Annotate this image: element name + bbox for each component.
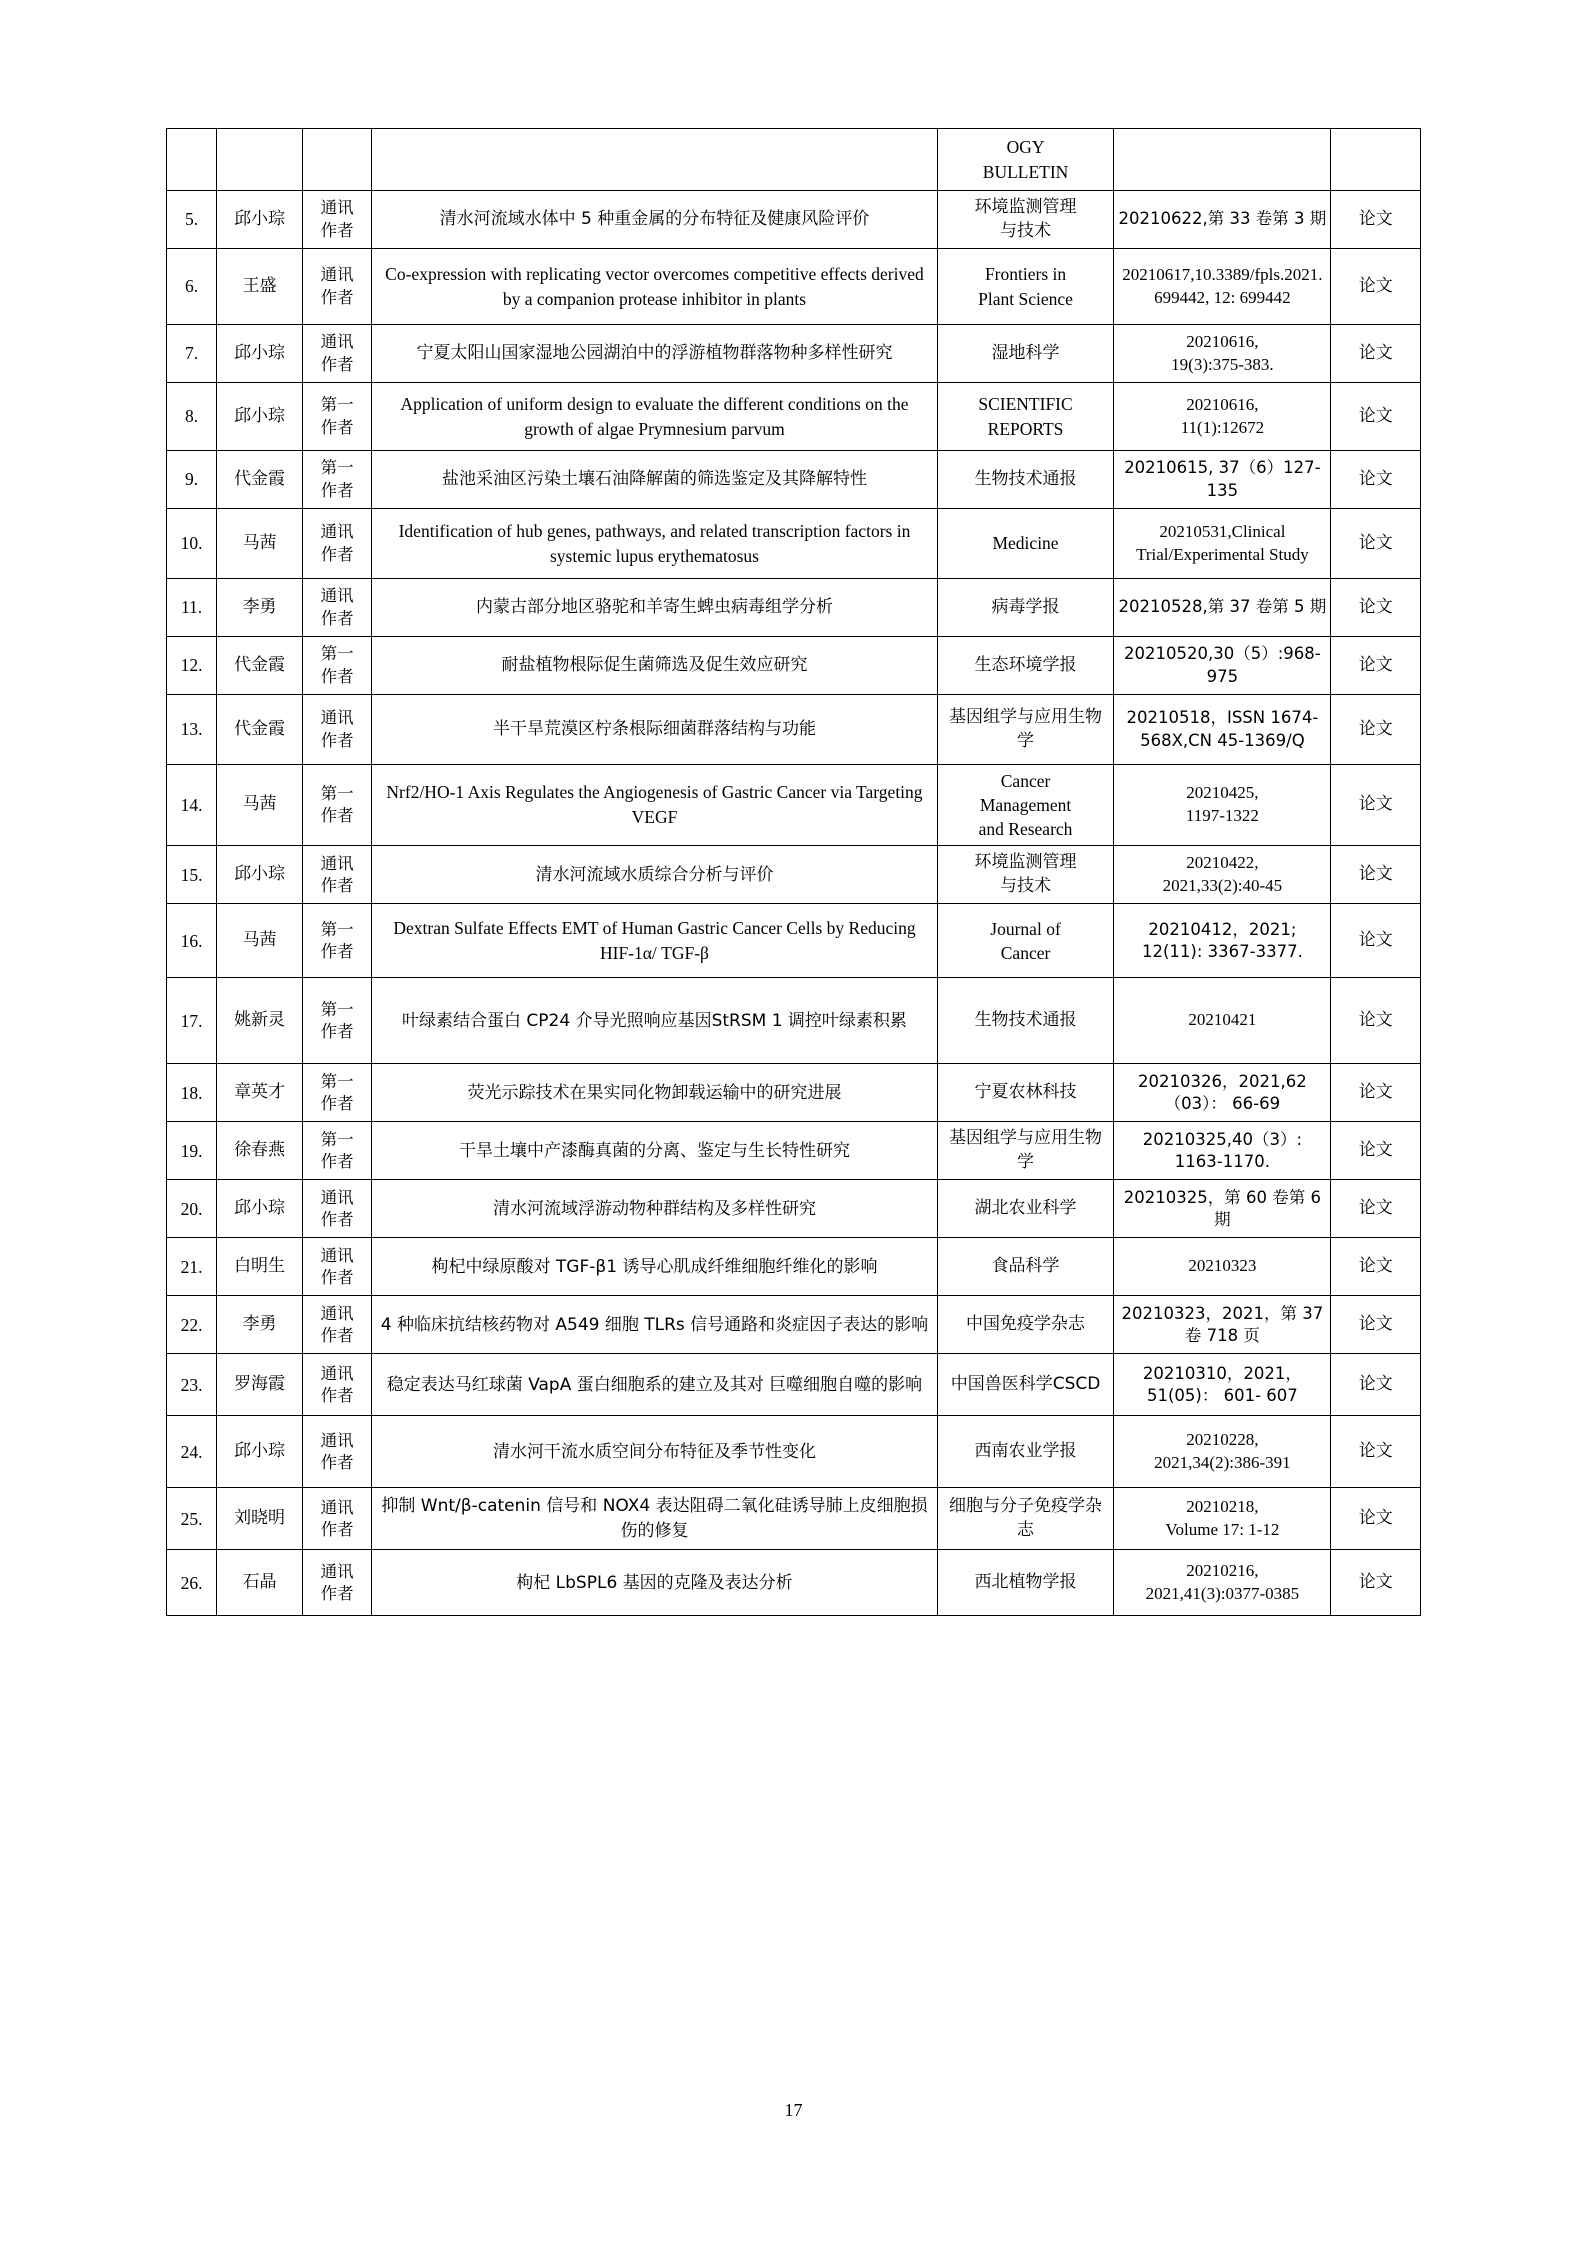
table-row xyxy=(167,579,1421,637)
page-number: 17 xyxy=(784,2100,803,2120)
journal-name: 病毒学报 xyxy=(937,579,1114,637)
table-row xyxy=(167,1416,1421,1488)
output-type: 论文 xyxy=(1331,1416,1421,1488)
row-index: 21. xyxy=(167,1238,217,1296)
paper-title: 枸杞 LbSPL6 基因的克隆及表达分析 xyxy=(372,1550,938,1616)
author-name xyxy=(217,129,303,191)
author-name: 石晶 xyxy=(217,1550,303,1616)
journal-name: 基因组学与应用生物学 xyxy=(937,695,1114,765)
author-role: 通讯 作者 xyxy=(303,1354,372,1416)
author-role: 第一 作者 xyxy=(303,383,372,451)
publication-info: 20210622,第 33 卷第 3 期 xyxy=(1114,191,1331,249)
output-type: 论文 xyxy=(1331,637,1421,695)
row-index: 25. xyxy=(167,1488,217,1550)
author-role: 通讯 作者 xyxy=(303,1238,372,1296)
output-type: 论文 xyxy=(1331,904,1421,978)
output-type xyxy=(1331,129,1421,191)
table-row xyxy=(167,1354,1421,1416)
row-index: 14. xyxy=(167,765,217,846)
publication-info: 20210616, 11(1):12672 xyxy=(1114,383,1331,451)
paper-title: 清水河流域水体中 5 种重金属的分布特征及健康风险评价 xyxy=(372,191,938,249)
publication-info: 20210412，2021; 12(11): 3367-3377. xyxy=(1114,904,1331,978)
paper-title: Identification of hub genes, pathways, and related transcription factors in systemic lupus erythematosus xyxy=(372,509,938,579)
journal-name: 西南农业学报 xyxy=(937,1416,1114,1488)
publication-table-wrapper xyxy=(166,128,1421,1616)
table-row xyxy=(167,1550,1421,1616)
table-row xyxy=(167,846,1421,904)
paper-title: 4 种临床抗结核药物对 A549 细胞 TLRs 信号通路和炎症因子表达的影响 xyxy=(372,1296,938,1354)
journal-name: 生物技术通报 xyxy=(937,978,1114,1064)
output-type: 论文 xyxy=(1331,1550,1421,1616)
journal-name: Journal of Cancer xyxy=(937,904,1114,978)
author-role: 通讯 作者 xyxy=(303,1180,372,1238)
output-type: 论文 xyxy=(1331,1488,1421,1550)
publication-info: 20210520,30（5）:968-975 xyxy=(1114,637,1331,695)
author-role: 第一 作者 xyxy=(303,904,372,978)
paper-title: 稳定表达马红球菌 VapA 蛋白细胞系的建立及其对 巨噬细胞自噬的影响 xyxy=(372,1354,938,1416)
row-index: 17. xyxy=(167,978,217,1064)
table-row xyxy=(167,325,1421,383)
author-name: 邱小琮 xyxy=(217,325,303,383)
output-type: 论文 xyxy=(1331,695,1421,765)
publication-info: 20210518，ISSN 1674-568X,CN 45-1369/Q xyxy=(1114,695,1331,765)
paper-title: 干旱土壤中产漆酶真菌的分离、鉴定与生长特性研究 xyxy=(372,1122,938,1180)
publication-info: 20210323，2021，第 37 卷 718 页 xyxy=(1114,1296,1331,1354)
table-row xyxy=(167,451,1421,509)
output-type: 论文 xyxy=(1331,978,1421,1064)
journal-name: 湖北农业科学 xyxy=(937,1180,1114,1238)
author-name: 李勇 xyxy=(217,579,303,637)
author-name: 马茜 xyxy=(217,765,303,846)
table-row xyxy=(167,765,1421,846)
author-role xyxy=(303,129,372,191)
row-index: 7. xyxy=(167,325,217,383)
output-type: 论文 xyxy=(1331,1238,1421,1296)
table-row xyxy=(167,904,1421,978)
journal-name: 西北植物学报 xyxy=(937,1550,1114,1616)
row-index: 18. xyxy=(167,1064,217,1122)
output-type: 论文 xyxy=(1331,325,1421,383)
publication-table-body xyxy=(167,129,1421,1616)
author-role: 通讯 作者 xyxy=(303,325,372,383)
table-row xyxy=(167,978,1421,1064)
publication-info: 20210326，2021,62（03）： 66-69 xyxy=(1114,1064,1331,1122)
author-role: 通讯 作者 xyxy=(303,1488,372,1550)
author-name: 邱小琮 xyxy=(217,1416,303,1488)
row-index: 16. xyxy=(167,904,217,978)
table-row xyxy=(167,637,1421,695)
author-role: 第一 作者 xyxy=(303,978,372,1064)
author-role: 通讯 作者 xyxy=(303,191,372,249)
row-index: 13. xyxy=(167,695,217,765)
table-row xyxy=(167,1488,1421,1550)
paper-title: 半干旱荒漠区柠条根际细菌群落结构与功能 xyxy=(372,695,938,765)
row-index: 6. xyxy=(167,249,217,325)
table-row xyxy=(167,509,1421,579)
journal-name: 中国免疫学杂志 xyxy=(937,1296,1114,1354)
table-row xyxy=(167,1180,1421,1238)
author-name: 章英才 xyxy=(217,1064,303,1122)
row-index: 20. xyxy=(167,1180,217,1238)
author-role: 通讯 作者 xyxy=(303,1550,372,1616)
output-type: 论文 xyxy=(1331,1180,1421,1238)
journal-name: 环境监测管理 与技术 xyxy=(937,191,1114,249)
author-role: 第一 作者 xyxy=(303,1122,372,1180)
row-index: 22. xyxy=(167,1296,217,1354)
author-role: 通讯 作者 xyxy=(303,249,372,325)
output-type: 论文 xyxy=(1331,579,1421,637)
journal-name: 细胞与分子免疫学杂志 xyxy=(937,1488,1114,1550)
author-name: 代金霞 xyxy=(217,451,303,509)
author-name: 邱小琮 xyxy=(217,383,303,451)
output-type: 论文 xyxy=(1331,1296,1421,1354)
author-role: 第一 作者 xyxy=(303,765,372,846)
publication-info: 20210310，2021，51(05)： 601- 607 xyxy=(1114,1354,1331,1416)
output-type: 论文 xyxy=(1331,383,1421,451)
author-role: 第一 作者 xyxy=(303,1064,372,1122)
journal-name: Cancer Management and Research xyxy=(937,765,1114,846)
journal-name: OGY BULLETIN xyxy=(937,129,1114,191)
row-index: 9. xyxy=(167,451,217,509)
journal-name: SCIENTIFIC REPORTS xyxy=(937,383,1114,451)
journal-name: 中国兽医科学CSCD xyxy=(937,1354,1114,1416)
output-type: 论文 xyxy=(1331,1122,1421,1180)
output-type: 论文 xyxy=(1331,1064,1421,1122)
publication-info: 20210616, 19(3):375-383. xyxy=(1114,325,1331,383)
paper-title: Nrf2/HO-1 Axis Regulates the Angiogenesis of Gastric Cancer via Targeting VEGF xyxy=(372,765,938,846)
author-name: 罗海霞 xyxy=(217,1354,303,1416)
author-name: 马茜 xyxy=(217,904,303,978)
row-index: 19. xyxy=(167,1122,217,1180)
author-name: 姚新灵 xyxy=(217,978,303,1064)
paper-title: 耐盐植物根际促生菌筛选及促生效应研究 xyxy=(372,637,938,695)
output-type: 论文 xyxy=(1331,509,1421,579)
publication-info: 20210228, 2021,34(2):386-391 xyxy=(1114,1416,1331,1488)
author-name: 邱小琮 xyxy=(217,191,303,249)
author-name: 邱小琮 xyxy=(217,846,303,904)
journal-name: 环境监测管理 与技术 xyxy=(937,846,1114,904)
paper-title: 枸杞中绿原酸对 TGF-β1 诱导心肌成纤维细胞纤维化的影响 xyxy=(372,1238,938,1296)
paper-title: 盐池采油区污染土壤石油降解菌的筛选鉴定及其降解特性 xyxy=(372,451,938,509)
paper-title: 清水河流域水质综合分析与评价 xyxy=(372,846,938,904)
output-type: 论文 xyxy=(1331,249,1421,325)
row-index: 11. xyxy=(167,579,217,637)
paper-title: 内蒙古部分地区骆驼和羊寄生蜱虫病毒组学分析 xyxy=(372,579,938,637)
author-name: 邱小琮 xyxy=(217,1180,303,1238)
journal-name: 食品科学 xyxy=(937,1238,1114,1296)
output-type: 论文 xyxy=(1331,451,1421,509)
paper-title: 荧光示踪技术在果实同化物卸载运输中的研究进展 xyxy=(372,1064,938,1122)
paper-title: Co-expression with replicating vector overcomes competitive effects derived by a companion protease inhibitor in plants xyxy=(372,249,938,325)
author-role: 通讯 作者 xyxy=(303,1416,372,1488)
paper-title: 抑制 Wnt/β-catenin 信号和 NOX4 表达阻碍二氧化硅诱导肺上皮细胞损伤的修复 xyxy=(372,1488,938,1550)
table-row xyxy=(167,129,1421,191)
table-row xyxy=(167,191,1421,249)
journal-name: Frontiers in Plant Science xyxy=(937,249,1114,325)
publication-info: 20210218, Volume 17: 1-12 xyxy=(1114,1488,1331,1550)
paper-title: 清水河流域浮游动物种群结构及多样性研究 xyxy=(372,1180,938,1238)
table-row xyxy=(167,1122,1421,1180)
row-index: 12. xyxy=(167,637,217,695)
journal-name: 宁夏农林科技 xyxy=(937,1064,1114,1122)
author-role: 通讯 作者 xyxy=(303,509,372,579)
paper-title: 叶绿素结合蛋白 CP24 介导光照响应基因StRSM 1 调控叶绿素积累 xyxy=(372,978,938,1064)
publication-info: 20210325,40（3）: 1163-1170. xyxy=(1114,1122,1331,1180)
publication-info: 20210325，第 60 卷第 6 期 xyxy=(1114,1180,1331,1238)
author-name: 徐春燕 xyxy=(217,1122,303,1180)
row-index xyxy=(167,129,217,191)
row-index: 24. xyxy=(167,1416,217,1488)
table-row xyxy=(167,695,1421,765)
publication-info: 20210422, 2021,33(2):40-45 xyxy=(1114,846,1331,904)
table-row xyxy=(167,249,1421,325)
journal-name: 基因组学与应用生物学 xyxy=(937,1122,1114,1180)
author-role: 通讯 作者 xyxy=(303,846,372,904)
author-name: 白明生 xyxy=(217,1238,303,1296)
publication-info xyxy=(1114,129,1331,191)
paper-title: Dextran Sulfate Effects EMT of Human Gastric Cancer Cells by Reducing HIF-1α/ TGF-β xyxy=(372,904,938,978)
row-index: 10. xyxy=(167,509,217,579)
publication-info: 20210615, 37（6）127-135 xyxy=(1114,451,1331,509)
table-row xyxy=(167,383,1421,451)
table-row xyxy=(167,1296,1421,1354)
output-type: 论文 xyxy=(1331,191,1421,249)
author-role: 通讯 作者 xyxy=(303,695,372,765)
author-role: 通讯 作者 xyxy=(303,1296,372,1354)
row-index: 26. xyxy=(167,1550,217,1616)
row-index: 8. xyxy=(167,383,217,451)
row-index: 15. xyxy=(167,846,217,904)
row-index: 23. xyxy=(167,1354,217,1416)
journal-name: 生态环境学报 xyxy=(937,637,1114,695)
journal-name: 生物技术通报 xyxy=(937,451,1114,509)
publication-info: 20210531,Clinical Trial/Experimental Study xyxy=(1114,509,1331,579)
publication-info: 20210421 xyxy=(1114,978,1331,1064)
paper-title: 清水河干流水质空间分布特征及季节性变化 xyxy=(372,1416,938,1488)
table-row xyxy=(167,1064,1421,1122)
author-role: 第一 作者 xyxy=(303,451,372,509)
publication-info: 20210323 xyxy=(1114,1238,1331,1296)
paper-title xyxy=(372,129,938,191)
paper-title: 宁夏太阳山国家湿地公园湖泊中的浮游植物群落物种多样性研究 xyxy=(372,325,938,383)
author-name: 代金霞 xyxy=(217,637,303,695)
journal-name: Medicine xyxy=(937,509,1114,579)
table-row xyxy=(167,1238,1421,1296)
author-role: 第一 作者 xyxy=(303,637,372,695)
output-type: 论文 xyxy=(1331,765,1421,846)
publication-table xyxy=(166,128,1421,1616)
publication-info: 20210528,第 37 卷第 5 期 xyxy=(1114,579,1331,637)
output-type: 论文 xyxy=(1331,1354,1421,1416)
author-name: 代金霞 xyxy=(217,695,303,765)
row-index: 5. xyxy=(167,191,217,249)
author-name: 王盛 xyxy=(217,249,303,325)
author-name: 李勇 xyxy=(217,1296,303,1354)
publication-info: 20210425, 1197-1322 xyxy=(1114,765,1331,846)
paper-title: Application of uniform design to evaluate the different conditions on the growth of algae Prymnesium parvum xyxy=(372,383,938,451)
author-name: 刘晓明 xyxy=(217,1488,303,1550)
author-name: 马茜 xyxy=(217,509,303,579)
author-role: 通讯 作者 xyxy=(303,579,372,637)
output-type: 论文 xyxy=(1331,846,1421,904)
publication-info: 20210216, 2021,41(3):0377-0385 xyxy=(1114,1550,1331,1616)
publication-info: 20210617,10.3389/fpls.2021.699442, 12: 699442 xyxy=(1114,249,1331,325)
journal-name: 湿地科学 xyxy=(937,325,1114,383)
